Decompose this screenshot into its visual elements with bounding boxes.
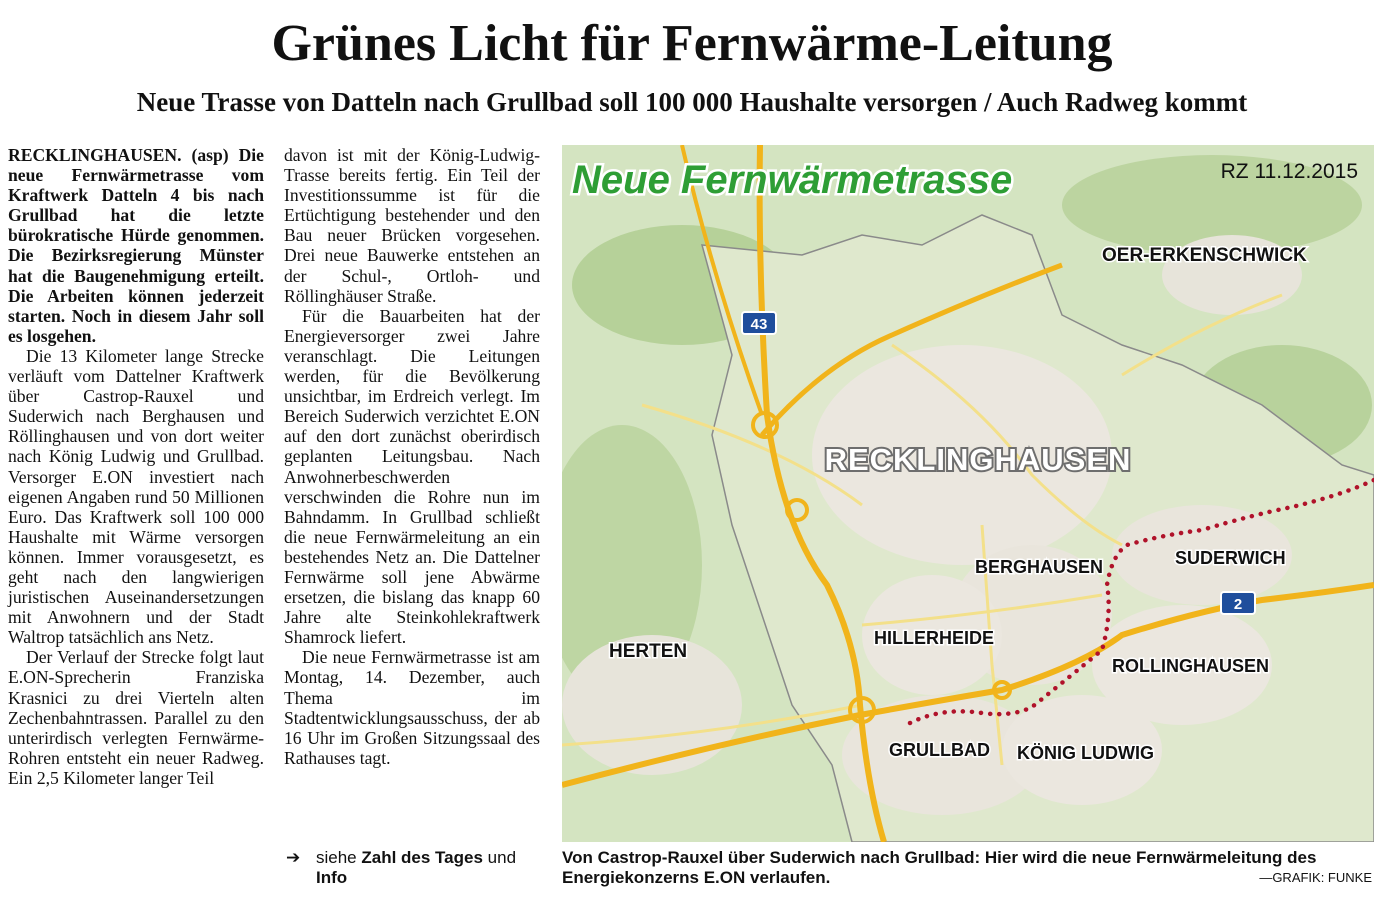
- see-also-tail: Info: [316, 868, 348, 887]
- map-date-stamp: RZ 11.12.2015: [1220, 160, 1358, 183]
- lead-paragraph: RECKLINGHAUSEN. (asp) Die neue Fernwärmetrasse vom Kraftwerk Datteln 4 bis nach Grullbad hat die letzte bürokratische Hürde genommen. Die Bezirksregierung Münster hat die Baugenehmigung erteilt. Die Arbeiten können jederzeit starten. Noch in diesem Jahr soll es losgehen.: [8, 145, 264, 346]
- map-canvas: [562, 145, 1374, 842]
- article-column-1: [8, 145, 264, 788]
- shield-a43: [742, 312, 776, 334]
- see-also-reference: [286, 848, 546, 888]
- place-label: KÖNIG LUDWIG: [1017, 743, 1154, 763]
- map-title: Neue Fernwärmetrasse: [572, 158, 1013, 202]
- body-paragraph: Für die Bauarbeiten hat der Energieversorger zwei Jahre veranschlagt. Die Leitungen werden, für die Bevölkerung unsichtbar, im Erdreich verlegt. Im Bereich Suderwich verzichtet E.ON auf den dort zunächst oberirdisch geplanten Leitungsbau. Nach Anwohnerbeschwerden verschwinden die Rohre nun im Bahndamm. In Grullbad schließt die neue Fernwärmeleitung an ein bestehendes Netz an. Die Dattelner Fernwärme soll jene Abwärme ersetzen, die bislang das knapp 60 Jahre alte Steinkohlekraftwerk Shamrock liefert.: [284, 305, 540, 648]
- place-label: BERGHAUSEN: [975, 557, 1104, 577]
- shield-a2: [1221, 592, 1255, 614]
- subheadline: Neue Trasse von Datteln nach Grullbad soll 100 000 Haushalte versorgen / Auch Radweg kommt: [136, 87, 1248, 117]
- place-label: HERTEN: [609, 641, 688, 662]
- route-map: [562, 145, 1374, 842]
- arrow-right-icon: ➔: [286, 848, 301, 867]
- map-caption: Von Castrop-Rauxel über Suderwich nach Grullbad: Hier wird die neue Fernwärmeleitung des Energiekonzerns E.ON verlaufen.: [562, 848, 1317, 887]
- see-also-suffix: und: [487, 848, 517, 867]
- headline: Grünes Licht für Fernwärme-Leitung: [271, 15, 1113, 72]
- place-label: HILLERHEIDE: [874, 628, 995, 648]
- place-label: SUDERWICH: [1175, 548, 1286, 568]
- see-also-prefix: siehe: [316, 848, 357, 867]
- graphic-credit: —GRAFIK: FUNKE: [1259, 870, 1372, 885]
- svg-text:43: 43: [750, 316, 768, 333]
- see-also-bold: Zahl des Tages: [361, 848, 483, 867]
- city-label: RECKLINGHAUSEN: [824, 442, 1132, 477]
- place-label: GRULLBAD: [889, 740, 990, 760]
- body-paragraph: Die neue Fernwärmetrasse ist am Montag, 14. Dezember, auch Thema im Stadtentwicklungsausschuss, der ab 16 Uhr im Großen Sitzungssaal des Rathauses tagt.: [284, 647, 540, 768]
- body-paragraph: Der Verlauf der Strecke folgt laut E.ON-Sprecherin Franziska Krasnici zu drei Vierteln alten Zechenbahntrassen. Parallel zu den unterirdisch verlegten Fernwärme-Rohren entsteht ein neuer Radweg. Ein 2,5 Kilometer langer Teil: [8, 647, 264, 788]
- place-label: ROLLINGHAUSEN: [1112, 656, 1269, 676]
- place-label: OER-ERKENSCHWICK: [1102, 245, 1307, 266]
- svg-text:2: 2: [1233, 596, 1243, 613]
- article-column-2: [284, 145, 540, 768]
- body-paragraph: Die 13 Kilometer lange Strecke verläuft vom Dattelner Kraftwerk über Castrop-Rauxel und Suderwich nach Berghausen und Röllinghausen und von dort weiter nach König Ludwig und Grullbad. Versorger E.ON investiert nach eigenen Angaben rund 50 Millionen Euro. Das Kraftwerk soll 100 000 Haushalte mit Wärme versorgen können. Immer vorausgesetzt, es geht nach den langwierigen juristischen Auseinandersetzungen mit Anwohnern und der Stadt Waltrop tatsächlich ans Netz.: [8, 345, 264, 648]
- body-paragraph: davon ist mit der König-Ludwig-Trasse bereits fertig. Ein Teil der Investitionssumme ist für die Ertüchtigung bestehender und den Bau neuer Brücken vorgesehen. Drei neue Bauwerke entstehen an der Schul-, Ortloh- und Röllinghäuser Straße.: [284, 145, 540, 306]
